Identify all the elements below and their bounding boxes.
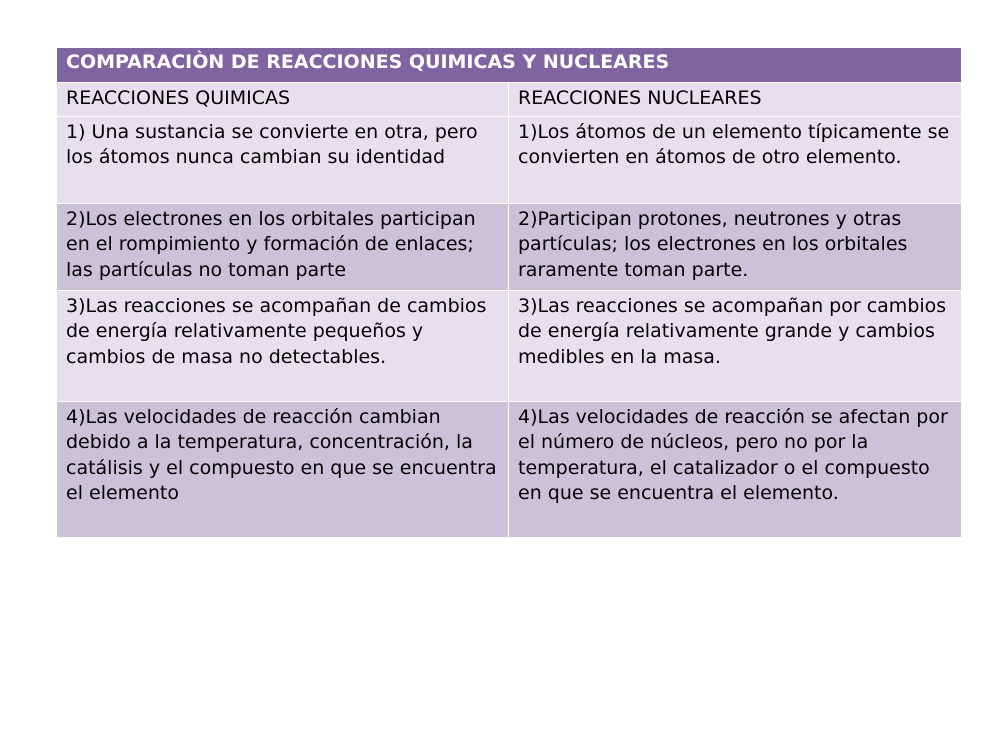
table-cell: 2)Los electrones en los orbitales participan en el rompimiento y formación de enlaces; las partículas no toman parte bbox=[57, 203, 509, 290]
table-cell: 2)Participan protones, neutrones y otras partículas; los electrones en los orbitales raramente toman parte. bbox=[509, 203, 962, 290]
table-cell: 4)Las velocidades de reacción se afectan por el número de núcleos, pero no por la temperatura, el catalizador o el compuesto en que se encuentra el elemento. bbox=[509, 401, 962, 537]
header-chemical: REACCIONES QUIMICAS bbox=[57, 83, 509, 117]
table-title: COMPARACIÒN DE REACCIONES QUIMICAS Y NUCLEARES bbox=[57, 48, 962, 83]
table-cell: 3)Las reacciones se acompañan de cambios de energía relativamente pequeños y cambios de masa no detectables. bbox=[57, 290, 509, 401]
table-title-row bbox=[57, 48, 962, 83]
table-row bbox=[57, 401, 962, 537]
table-cell: 4)Las velocidades de reacción cambian debido a la temperatura, concentración, la catálisis y el compuesto en que se encuentra el elemento bbox=[57, 401, 509, 537]
table-row bbox=[57, 203, 962, 290]
table-header-row bbox=[57, 83, 962, 117]
table-cell: 1)Los átomos de un elemento típicamente se convierten en átomos de otro elemento. bbox=[509, 116, 962, 203]
header-nuclear: REACCIONES NUCLEARES bbox=[509, 83, 962, 117]
comparison-table bbox=[56, 47, 962, 538]
table-cell: 3)Las reacciones se acompañan por cambios de energía relativamente grande y cambios medibles en la masa. bbox=[509, 290, 962, 401]
table-row bbox=[57, 290, 962, 401]
table-cell: 1) Una sustancia se convierte en otra, pero los átomos nunca cambian su identidad bbox=[57, 116, 509, 203]
table-row bbox=[57, 116, 962, 203]
